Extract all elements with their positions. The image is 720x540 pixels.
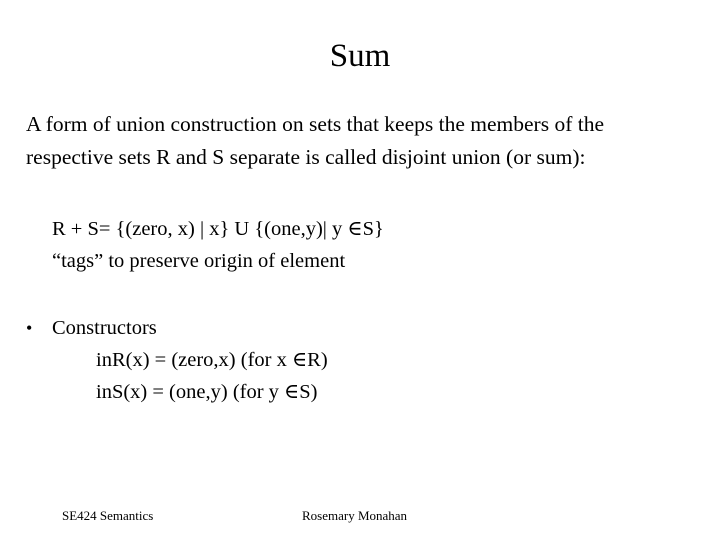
- bullet-item: [26, 312, 328, 344]
- constructors-list: [26, 312, 328, 408]
- intro-line-1: A form of union construction on sets that keeps the members of the: [26, 112, 604, 136]
- bullet-label: Constructors: [52, 317, 157, 339]
- intro-line-2: respective sets R and S separate is called disjoint union (or sum):: [26, 145, 586, 169]
- footer-author: Rosemary Monahan: [302, 508, 408, 523]
- constructor-ins: inS(x) = (one,y) (for y ∈S): [96, 381, 318, 403]
- slide-title: Sum: [329, 38, 391, 74]
- footer-course: SE424 Semantics: [62, 508, 154, 523]
- constructor-inr: inR(x) = (zero,x) (for x ∈R): [96, 349, 328, 371]
- bullet-icon: •: [26, 318, 33, 338]
- intro-paragraph: [26, 108, 706, 174]
- formula-block: [52, 213, 384, 277]
- tags-note: “tags” to preserve origin of element: [52, 250, 346, 272]
- disjoint-union-formula: R + S= {(zero, x) | x} U {(one,y)| y ∈S}: [52, 218, 384, 240]
